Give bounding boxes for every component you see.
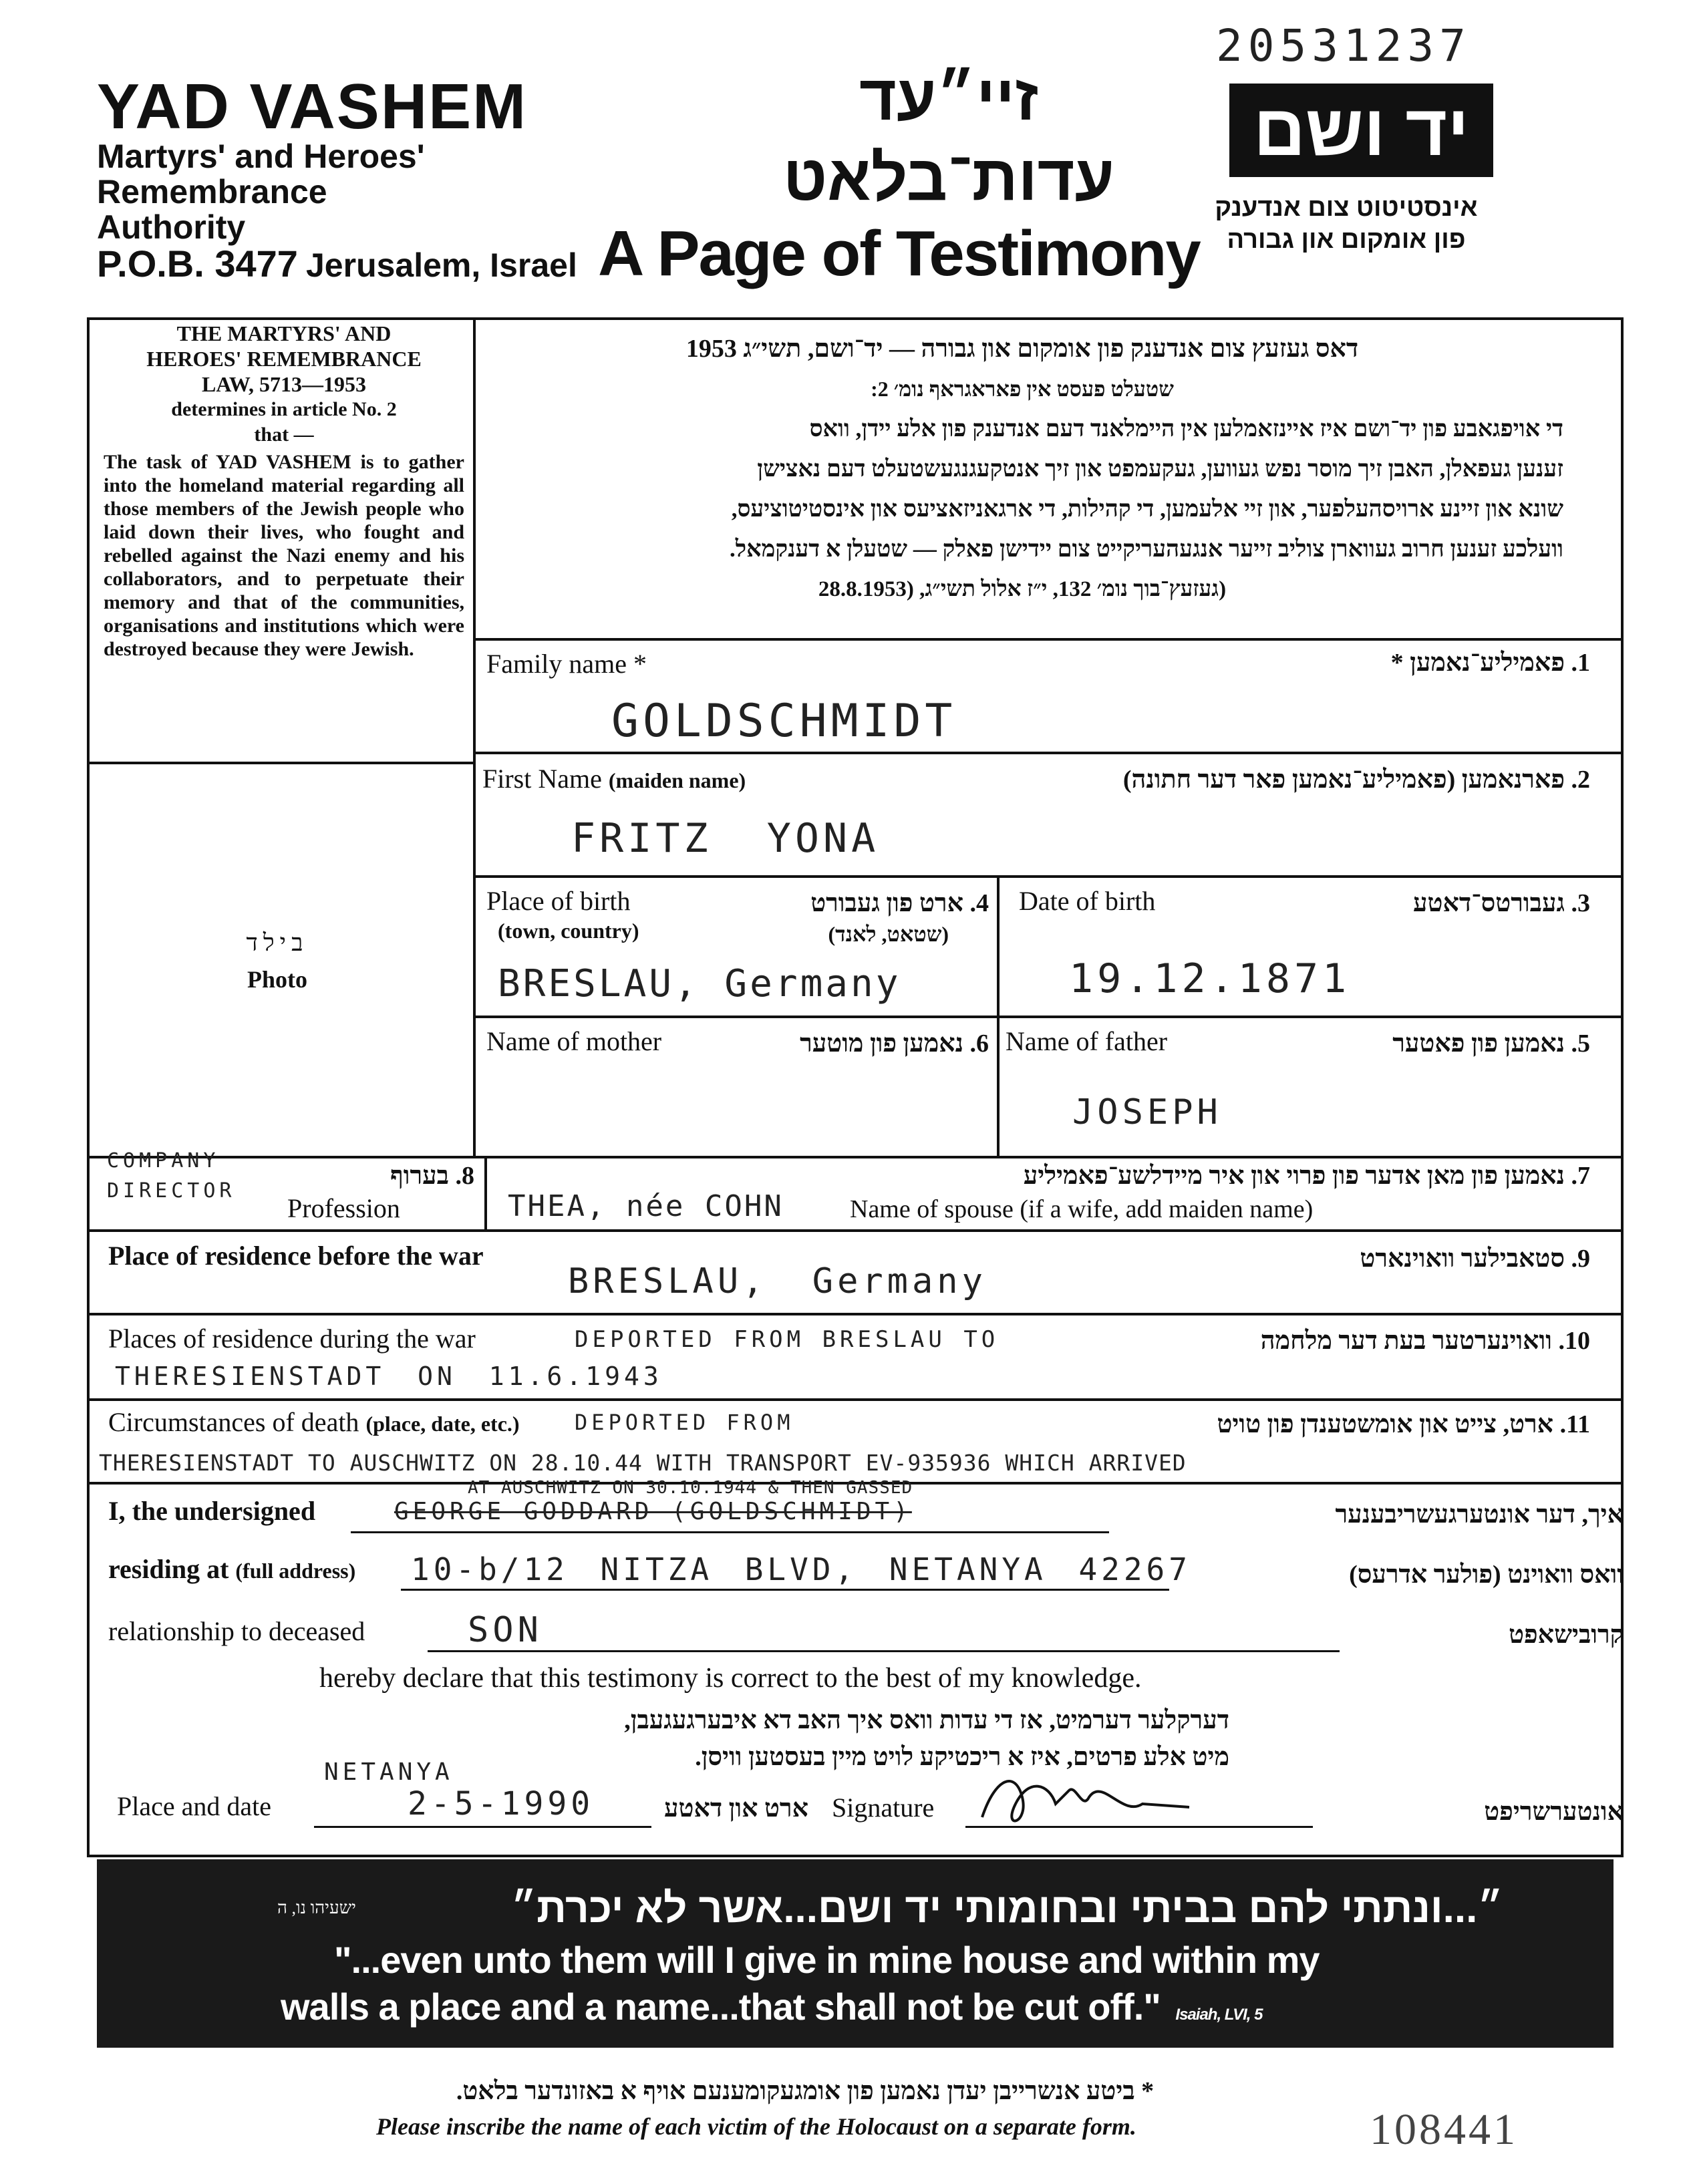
family-name-heb: 1. פאמיליע־נאמען *	[1390, 649, 1590, 677]
first-name-label: First Name (maiden name)	[482, 764, 746, 794]
place-birth-heb-sub: (שטאט, לאנד)	[828, 922, 949, 946]
hereby-declare: hereby declare that this testimony is correct to the best of my knowledge.	[319, 1663, 1142, 1694]
first-name-heb: 2. פארנאמען (פאמיליע־נאמען פאר דער חתונה)	[1122, 766, 1590, 794]
banner-hebrew-ref: ישעיהו נו, ה	[277, 1898, 356, 1917]
yl-line5: שונא און זיינע ארויסהעלפער, און זיי אלעמען, די קהילות, די ארגאניזאציעס און אינסטיטוציעס,	[731, 496, 1563, 522]
org-sub1: Martyrs' and Heroes'	[97, 138, 425, 175]
banner-hebrew-verse: ״...ונתתי להם בביתי ובחומותי יד ושם...אשר לא יכרת״	[510, 1885, 1503, 1931]
residence-during-label: Places of residence during the war	[108, 1323, 476, 1354]
city: Jerusalem, Israel	[306, 247, 577, 284]
law-line-3: LAW, 5713—1953	[202, 372, 366, 396]
banner-english-ref: Isaiah, LVI, 5	[1175, 2006, 1263, 2024]
yl-line1: דאס געזעץ צום אנדענק פון אומקום און גבורה — יד־ושם, תשי״ג 1953	[685, 335, 1359, 363]
death-value-1[interactable]: DEPORTED FROM	[575, 1410, 794, 1435]
place-birth-label: Place of birth	[486, 886, 631, 916]
residence-during-value-2[interactable]: THERESIENSTADT ON 11.6.1943	[115, 1362, 663, 1391]
footer-heb-note: * ביטע אנשרייבן יעדן נאמען פון אומגעקומענעם אויף א באזונדער בלאט.	[456, 2077, 1155, 2105]
signature-heb: אונטערשריפט	[1484, 1798, 1624, 1826]
place-birth-heb: 4. ארט פון געבורט	[810, 889, 989, 917]
serial-number: 20531237	[1216, 20, 1471, 71]
death-value-3[interactable]: AT AUSCHWITZ ON 30.10.1944 & THEN GASSED	[468, 1478, 913, 1498]
org-sub3: Authority	[97, 208, 246, 246]
photo-hebrew: בילד	[246, 929, 309, 956]
yiddish-title-1: זיי״עד	[859, 62, 1039, 134]
spouse-value[interactable]: THEA, née COHN	[508, 1189, 784, 1223]
father-heb: 5. נאמען פון פאטער	[1392, 1030, 1590, 1058]
org-sub2: Remembrance	[97, 173, 327, 210]
relationship-label: relationship to deceased	[108, 1616, 365, 1646]
date-birth-value[interactable]: 19.12.1871	[1069, 955, 1351, 1002]
spouse-label: Name of spouse (if a wife, add maiden name)	[850, 1195, 1314, 1223]
mother-label: Name of mother	[486, 1026, 662, 1056]
photo-label: Photo	[247, 966, 307, 993]
undersigned-value[interactable]: GEORGE GODDARD (GOLDSCHMIDT)	[394, 1498, 912, 1525]
residence-before-value[interactable]: BRESLAU, Germany	[568, 1261, 987, 1301]
date-value[interactable]: 2-5-1990	[408, 1785, 595, 1823]
yl-line4: זענען געפאלן, האבן זיך מוסר נפש געווען, געקעמפט און זיך אנטקעגנגעשטעלט דעם נאצישן	[757, 456, 1563, 482]
relationship-heb: קרובישאפט	[1509, 1621, 1624, 1649]
profession-heb: 8. בערוף	[390, 1162, 474, 1190]
profession-label: Profession	[287, 1193, 400, 1223]
undersigned-label: I, the undersigned	[108, 1496, 316, 1526]
residing-heb: וואס וואוינט (פולער אדרעס)	[1349, 1561, 1624, 1589]
institute-line2: פון אומקום און גבורה	[1227, 226, 1466, 254]
org-name: YAD VASHEM	[97, 71, 528, 142]
place-value[interactable]: NETANYA	[324, 1758, 454, 1786]
place-date-label: Place and date	[117, 1791, 271, 1821]
residing-value[interactable]: 10-b/12 NITZA BLVD, NETANYA 42267	[411, 1551, 1191, 1587]
banner-english-2: walls a place and a name...that shall not be cut off." Isaiah, LVI, 5	[281, 1986, 1263, 2028]
residence-before-label: Place of residence before the war	[108, 1241, 484, 1271]
residing-label: residing at (full address)	[108, 1554, 356, 1584]
law-line-5: that —	[254, 424, 314, 446]
logo: יד ושם	[1229, 84, 1493, 177]
law-line-4: determines in article No. 2	[171, 398, 397, 420]
first-name-value[interactable]: FRITZ YONA	[571, 815, 880, 862]
yiddish-title-2: עדות־בלאט	[783, 142, 1114, 214]
undersigned-heb: איך, דער אונטערגעשריבענער	[1335, 1501, 1624, 1529]
family-name-value[interactable]: GOLDSCHMIDT	[611, 695, 957, 748]
law-box	[104, 321, 464, 661]
banner-english-1: "...even unto them will I give in mine house and within my	[334, 1939, 1320, 1981]
footer-eng-note: Please inscribe the name of each victim of the Holocaust on a separate form.	[376, 2113, 1136, 2140]
residence-before-heb: 9. סטאבילער וואוינארט	[1360, 1245, 1590, 1273]
pob: P.O.B. 3477	[97, 243, 298, 285]
date-birth-heb: 3. געבורטס־דאטע	[1413, 889, 1590, 917]
profession-value-2[interactable]: DIRECTOR	[107, 1179, 236, 1203]
family-name-label: Family name *	[486, 649, 647, 679]
yl-line3: די אויפגאבע פון יד־ושם איז איינזאמלען אין היימלאנד דעם אנדענק פון אלע יידן, וואס	[809, 416, 1563, 442]
yl-line7: (געזעץ־בוך נומ׳ 132, י״ז אלול תשי״ג, (28.8.1953	[818, 577, 1227, 601]
heb-declare-1: דערקלער דערמיט, אז די עדות וואס איך האב דא איבערגעגעבן,	[624, 1706, 1229, 1734]
mother-heb: 6. נאמען פון מוטער	[800, 1030, 989, 1058]
quote-banner	[97, 1859, 1614, 2048]
signature-label: Signature	[832, 1792, 935, 1823]
law-body: The task of YAD VASHEM is to gather into the homeland material regarding all those members of the Jewish people who laid down their lives, who fought and rebelled against the Nazi enemy and his collaborators, and to perpetuate their memory and that of the communities, organisations and institutions which were destroyed because they were Jewish.	[104, 451, 464, 660]
signature-mark	[975, 1764, 1203, 1837]
yl-line6: וועלכע זענען חרוב געווארן צוליב זייער אנגעהעריקייט צום יידישן פאלק — שטעלן א דענקמאל.	[730, 536, 1563, 562]
place-date-heb: ארט און דאטע	[664, 1795, 808, 1823]
heb-declare-2: מיט אלע פרטים, איז א ריכטיקע לויט מיין בעסטען וויסן.	[695, 1743, 1229, 1771]
page-number: 108441	[1370, 2105, 1518, 2154]
date-birth-label: Date of birth	[1019, 886, 1156, 916]
residence-during-value-1[interactable]: DEPORTED FROM BRESLAU TO	[575, 1326, 1000, 1353]
place-birth-sub: (town, country)	[498, 919, 639, 943]
law-line-1: THE MARTYRS' AND	[176, 321, 392, 345]
death-value-2[interactable]: THERESIENSTADT TO AUSCHWITZ ON 28.10.44 WITH TRANSPORT EV-935936 WHICH ARRIVED	[99, 1450, 1187, 1476]
yl-line2: שטעלט פעסט אין פאראגראף נומ׳ 2:	[871, 377, 1174, 401]
place-birth-value[interactable]: BRESLAU, Germany	[498, 962, 901, 1005]
page-title: A Page of Testimony	[598, 218, 1200, 289]
yiddish-law	[481, 329, 1563, 609]
relationship-value[interactable]: SON	[468, 1610, 543, 1650]
law-line-2: HEROES' REMEMBRANCE	[146, 347, 422, 371]
father-value[interactable]: JOSEPH	[1072, 1092, 1222, 1132]
residence-during-heb: 10. וואוינערטער בעת דער מלחמה	[1260, 1327, 1590, 1355]
death-heb: 11. ארט, צייט און אומשטענדן פון טויט	[1217, 1410, 1590, 1438]
profession-value-1[interactable]: COMPANY	[107, 1149, 220, 1173]
institute-line1: אינסטיטוט צום אנדענק	[1215, 194, 1478, 222]
death-label: Circumstances of death (place, date, etc.)	[108, 1407, 520, 1437]
father-label: Name of father	[1006, 1026, 1168, 1056]
spouse-heb: 7. נאמען פון מאן אדער פון פרוי און איר מיידלשע־פאמיליע	[1023, 1162, 1590, 1190]
